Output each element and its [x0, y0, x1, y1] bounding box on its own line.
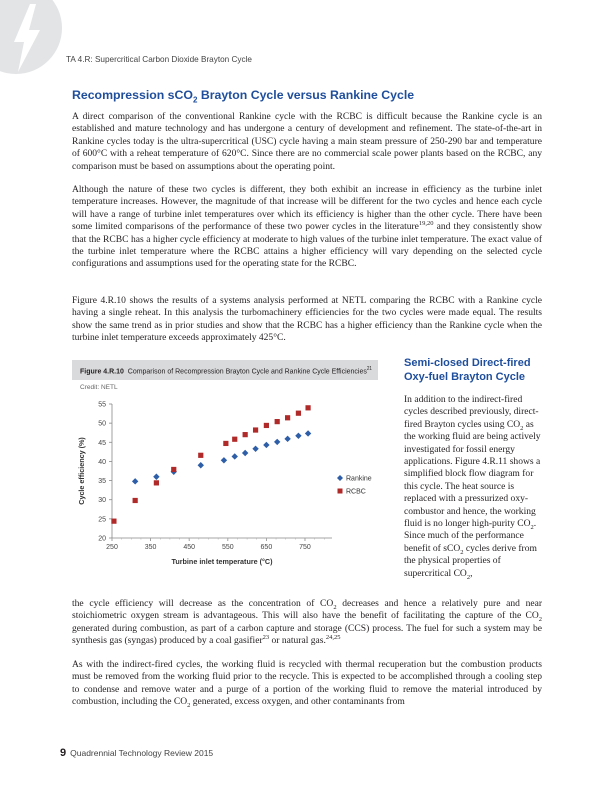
rcbc-point — [296, 411, 301, 416]
rcbc-point — [133, 498, 138, 503]
section-heading-post: Brayton Cycle versus Rankine Cycle — [197, 88, 415, 102]
y-tick-label: 30 — [98, 497, 106, 505]
paragraph-5-part-a: As with the indirect-fired cycles, the working fluid is recycled with thermal recuperation but the combustion products must be removed from the working fluid prior to the recycle. This is expected to be accomplished through a cooling step to condense and remove water and a purge of a portion of the working fluid to remove the material introduced by combustion, including the CO — [72, 659, 542, 708]
sidebar-text-c: . Since much of the performance benefit of sCO — [404, 518, 537, 554]
rankine-point — [305, 430, 311, 436]
sidebar-sub-2: 2 — [530, 523, 534, 531]
figure-caption-text: Comparison of Recompression Brayton Cycle and Rankine Cycle Efficiencies — [127, 366, 367, 376]
sidebar-sub-1: 2 — [520, 424, 524, 432]
rcbc-point — [253, 427, 258, 432]
paragraph-2-ref: 19,20 — [418, 220, 434, 228]
paragraph-4-part-b: decreases and hence a relatively pure and near stoichiometric oxygen stream is advantageous. This will also have the benefit of facilitating the capture of the CO — [72, 598, 542, 622]
paragraph-5-part-b: generated, excess oxygen, and other contaminants from — [190, 696, 405, 708]
rankine-point — [153, 474, 159, 480]
x-tick-label: 350 — [144, 544, 157, 551]
rankine-point — [263, 442, 269, 448]
rcbc-point — [223, 441, 228, 446]
sidebar-sub-3: 2 — [460, 548, 464, 556]
figure-credit: Credit: NETL — [80, 384, 118, 391]
legend-rankine-marker — [337, 475, 343, 481]
rankine-point — [274, 439, 280, 445]
x-tick-label: 450 — [183, 544, 196, 551]
rankine-point — [198, 462, 204, 468]
footer-title: Quadrennial Technology Review 2015 — [70, 748, 214, 758]
rankine-point — [295, 433, 301, 439]
paragraph-4-part-d: or natural gas. — [269, 635, 326, 647]
y-tick-label: 50 — [98, 420, 106, 428]
doe-logo-icon — [0, 0, 64, 92]
sidebar-text-e: , — [470, 567, 473, 579]
section-heading-pre: Recompression sCO — [72, 88, 193, 102]
x-tick-label: 750 — [299, 544, 311, 551]
figure-label: Figure 4.R.10 — [80, 366, 124, 376]
rcbc-point — [305, 405, 310, 410]
paragraph-1: A direct comparison of the conventional Rankine cycle with the RCBC is difficult because the Rankine cycle is an established and mature technology and has undergone a century of development and refinement. The state-of-the-art in Rankine cycles today is the ultra-supercritical (USC) cycle having a main steam pressure of 250-290 bar and temperature of 600°C with a reheat temperature of 620°C. Since there are no commercial scale power plants based on the RCBC, any comparison must be based on assumptions about the operating point. — [72, 111, 542, 172]
legend-rankine-label: Rankine — [346, 475, 372, 483]
legend-rcbc-label: RCBC — [346, 488, 366, 496]
paragraph-4-sub-1: 2 — [333, 603, 337, 611]
paragraph-2-part-b: and they consistently show that the RCBC has a higher cycle efficiency at moderate to high values of the turbine inlet temperature. The exact value of the turbine inlet temperature where the RCBC attains a higher efficiency will vary depending on the selected cycle configurations and assumptions used for the operating state for the RCBC. — [72, 221, 542, 270]
page-number: 9 — [60, 747, 67, 759]
rankine-point — [252, 446, 258, 452]
sidebar-text-b: as the working fluid are being actively investigated for fossil energy applications. Figure 4.R.11 shows a simplified block flow diagram for this cycle. The heat source is replaced with a pressurized oxy-combustor and hence, the working fluid is no longer high-purity CO — [404, 418, 541, 530]
x-axis-label: Turbine inlet temperature (°C) — [171, 557, 273, 566]
x-tick-label: 250 — [106, 544, 118, 551]
x-tick-label: 650 — [260, 544, 273, 551]
y-axis-label: Cycle efficiency (%) — [77, 437, 86, 505]
rcbc-point — [275, 419, 280, 424]
paragraph-3: Figure 4.R.10 shows the results of a systems analysis performed at NETL comparing the RCBC with a Rankine cycle having a single reheat. In this analysis the turbomachinery efficiencies for the two cycles were made equal. The results show the same trend as in prior studies and show that the RCBC has a higher efficiency than the Rankine cycle when the turbine inlet temperature exceeds approximately 425°C. — [72, 295, 542, 344]
paragraph-5 — [72, 659, 542, 709]
y-tick-label: 25 — [98, 516, 106, 524]
page-footer — [60, 747, 213, 759]
sidebar-text-d: cycles derive from the physical properties of supercritical CO — [404, 542, 537, 579]
rcbc-point — [243, 432, 248, 437]
rcbc-point — [264, 423, 269, 428]
running-header: TA 4.R: Supercritical Carbon Dioxide Brayton Cycle — [66, 55, 252, 64]
rcbc-point — [285, 415, 290, 420]
legend-rcbc-marker — [338, 489, 343, 494]
sidebar-sub-4: 2 — [466, 573, 471, 581]
rcbc-point — [198, 453, 203, 458]
sidebar-text-a: In addition to the indirect-fired cycles described previously, direct-fired Brayton cycles using CO — [404, 394, 539, 430]
paragraph-4-sub-2: 2 — [538, 616, 542, 624]
paragraph-4 — [72, 598, 542, 648]
figure-caption-ref: 21 — [366, 366, 372, 372]
y-tick-label: 55 — [98, 401, 106, 409]
rcbc-point — [154, 480, 159, 485]
y-tick-label: 45 — [98, 439, 106, 447]
rankine-point — [221, 457, 227, 463]
rcbc-point — [232, 437, 237, 442]
paragraph-4-part-a: the cycle efficiency will decrease as the concentration of CO — [72, 598, 334, 609]
section-heading — [72, 88, 414, 104]
rankine-point — [132, 478, 138, 484]
y-tick-label: 35 — [98, 478, 106, 486]
rankine-point — [242, 450, 248, 456]
efficiency-chart — [72, 392, 378, 580]
rankine-point — [232, 453, 238, 459]
rankine-point — [284, 436, 290, 442]
sidebar-text — [404, 394, 541, 580]
y-tick-label: 40 — [98, 458, 106, 466]
paragraph-2-part-a: Although the nature of these two cycles is different, they both exhibit an increase in efficiency as the turbine inlet temperature increases. However, the magnitude of that increase will be different for the two cycles and hence each cycle will have a range of turbine inlet temperatures over which its efficiency is higher than the other cycle. There have been some limited comparisons of the performance of these two power cycles in the literature — [72, 184, 542, 233]
paragraph-4-part-c: generated during combustion, as part of a carbon capture and storage (CCS) process. The fuel for such a system may be synthesis gas (syngas) produced by a coal gasifier — [72, 622, 542, 647]
x-tick-label: 550 — [221, 544, 234, 551]
paragraph-4-ref-2: 24,25 — [325, 634, 341, 642]
paragraph-4-ref-1: 23 — [262, 634, 270, 642]
sidebar-heading: Semi-closed Direct-fired Oxy-fuel Brayton Cycle — [404, 357, 531, 383]
paragraph-5-sub: 2 — [187, 702, 191, 710]
rcbc-point — [111, 519, 116, 524]
y-tick-label: 20 — [98, 535, 106, 543]
paragraph-2 — [72, 184, 542, 271]
rcbc-point — [171, 467, 176, 472]
section-heading-sub: 2 — [192, 95, 198, 105]
figure-caption — [80, 366, 372, 376]
